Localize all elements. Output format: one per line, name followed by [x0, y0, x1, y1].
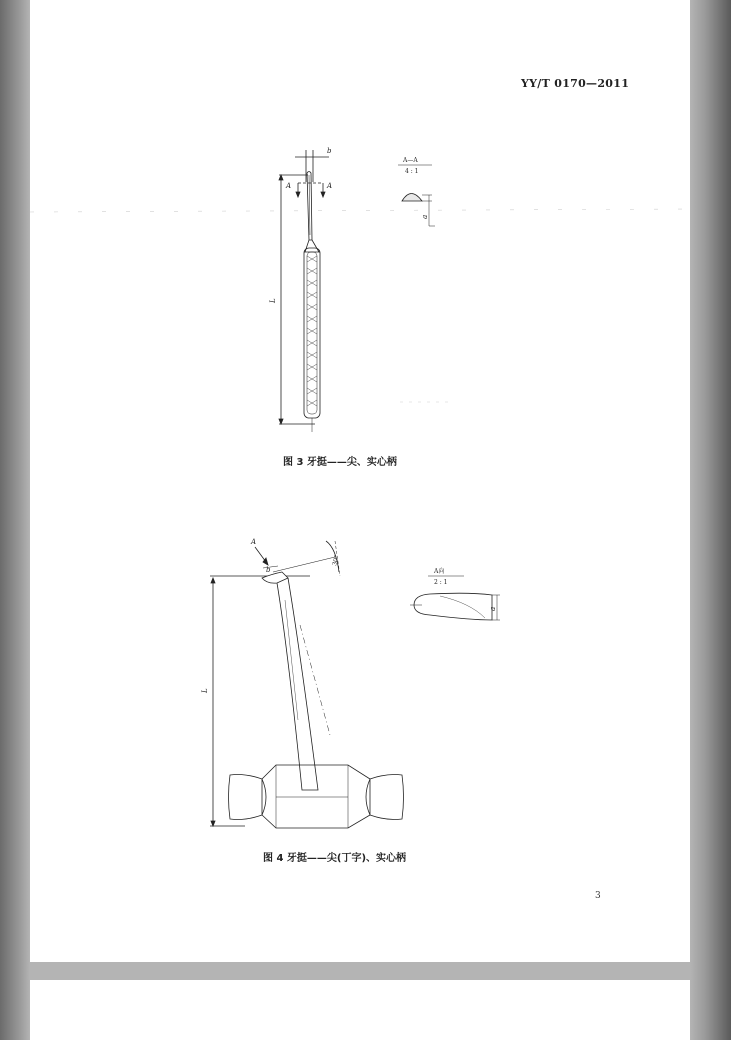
fig4-dim-L-label: L [201, 688, 209, 693]
fig3-cut-label-right: A [327, 182, 333, 190]
fig3-section-label: A—A [403, 157, 418, 164]
fig4-view-label: A向 [434, 568, 445, 575]
fig3-dim-L-label: L [269, 298, 277, 303]
figure-3-drawing [279, 150, 435, 432]
fig3-dim-b-label: b [327, 147, 332, 155]
fig4-dim-a-label: a [489, 606, 497, 611]
figure-4-caption: 图 4 牙挺——尖(丁字)、实心柄 [263, 853, 407, 864]
document-page [30, 0, 690, 962]
figure-4-drawing [210, 541, 500, 828]
fig3-cut-label-left: A [286, 182, 292, 190]
page-number: 3 [595, 891, 601, 901]
fig4-arrow-label: A [251, 538, 257, 546]
scan-artifacts [30, 209, 690, 402]
fig4-angle-label: 30° [331, 554, 341, 567]
figure-3-caption: 图 3 牙挺——尖、实心柄 [283, 457, 397, 468]
standard-code: YY/T 0170—2011 [521, 77, 630, 90]
next-page-preview [30, 980, 690, 1040]
fig3-section-scale: 4 : 1 [405, 168, 419, 175]
fig4-dim-b-label: b [266, 566, 271, 574]
drawing-canvas [30, 0, 690, 962]
fig4-view-scale: 2 : 1 [434, 579, 448, 586]
fig3-dim-a-label: a [421, 214, 429, 219]
